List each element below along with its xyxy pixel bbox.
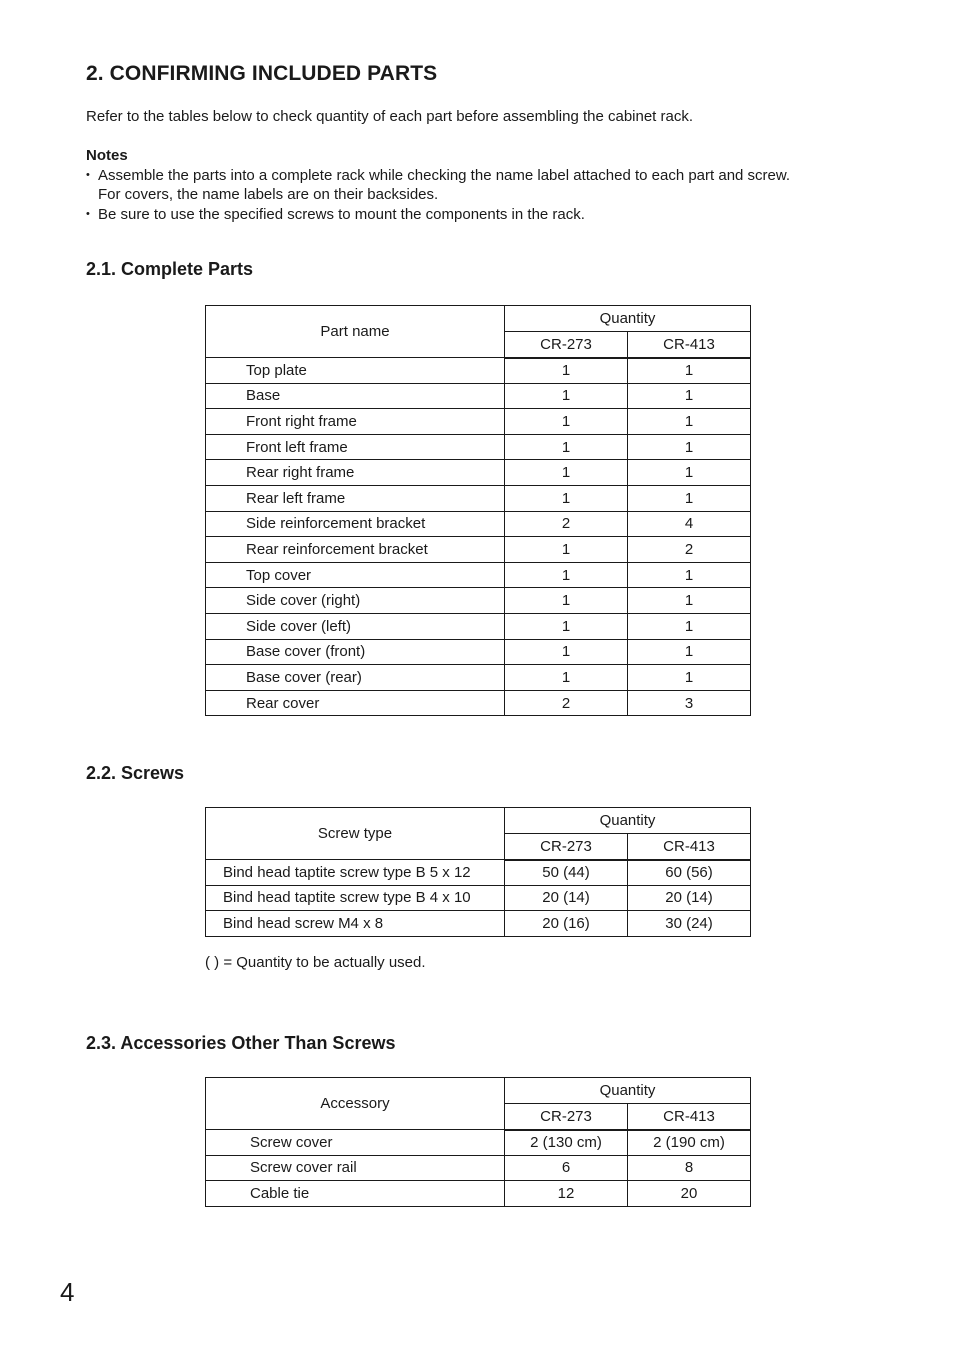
notes-list [86, 166, 886, 225]
col-header-cr-273: CR-273 [505, 1104, 628, 1130]
part-name-cell: Base cover (front) [206, 639, 505, 665]
qty-cr-273-cell: 2 [505, 511, 628, 537]
table-row [206, 690, 751, 716]
qty-cr-273-cell: 20 (14) [505, 885, 628, 911]
table-row [206, 613, 751, 639]
qty-cr-273-cell: 1 [505, 588, 628, 614]
part-name-cell: Rear reinforcement bracket [206, 537, 505, 563]
part-name-cell: Side reinforcement bracket [206, 511, 505, 537]
qty-cr-413-cell: 3 [628, 690, 751, 716]
qty-cr-273-cell: 2 (130 cm) [505, 1130, 628, 1156]
part-name-cell: Base [206, 383, 505, 409]
qty-cr-273-cell: 1 [505, 665, 628, 691]
col-header-cr-273: CR-273 [505, 834, 628, 860]
page-heading: 2. CONFIRMING INCLUDED PARTS [86, 62, 438, 85]
qty-cr-413-cell: 1 [628, 613, 751, 639]
part-name-cell: Front right frame [206, 409, 505, 435]
qty-cr-413-cell: 4 [628, 511, 751, 537]
qty-cr-413-cell: 1 [628, 358, 751, 384]
qty-cr-413-cell: 8 [628, 1155, 751, 1181]
table-row [206, 358, 751, 384]
col-header-quantity: Quantity [505, 306, 751, 332]
col-header-part-name: Part name [206, 306, 505, 358]
part-name-cell: Side cover (left) [206, 613, 505, 639]
qty-cr-413-cell: 1 [628, 460, 751, 486]
notes-title: Notes [86, 147, 128, 164]
screw-type-cell: Bind head taptite screw type B 5 x 12 [206, 860, 505, 886]
qty-cr-413-cell: 30 (24) [628, 911, 751, 937]
qty-cr-273-cell: 1 [505, 485, 628, 511]
qty-cr-413-cell: 1 [628, 434, 751, 460]
col-header-cr-413: CR-413 [628, 834, 751, 860]
table-row [206, 562, 751, 588]
qty-cr-413-cell: 1 [628, 665, 751, 691]
part-name-cell: Front left frame [206, 434, 505, 460]
qty-cr-273-cell: 1 [505, 383, 628, 409]
screws-table [205, 807, 751, 937]
section-title-screws: 2.2. Screws [86, 763, 185, 783]
table-row [206, 860, 751, 886]
part-name-cell: Rear right frame [206, 460, 505, 486]
table-row [206, 409, 751, 435]
qty-cr-273-cell: 1 [505, 460, 628, 486]
table-row [206, 588, 751, 614]
accessory-name-cell: Screw cover [206, 1130, 505, 1156]
qty-cr-273-cell: 1 [505, 434, 628, 460]
qty-cr-273-cell: 1 [505, 358, 628, 384]
screw-type-cell: Bind head screw M4 x 8 [206, 911, 505, 937]
qty-cr-273-cell: 1 [505, 537, 628, 563]
accessories-table [205, 1077, 751, 1207]
note-item [86, 166, 886, 205]
col-header-cr-413: CR-413 [628, 332, 751, 358]
qty-cr-413-cell: 1 [628, 562, 751, 588]
table-row [206, 434, 751, 460]
table-row [206, 537, 751, 563]
qty-cr-273-cell: 1 [505, 639, 628, 665]
qty-cr-273-cell: 20 (16) [505, 911, 628, 937]
part-name-cell: Side cover (right) [206, 588, 505, 614]
qty-cr-413-cell: 20 (14) [628, 885, 751, 911]
note-item [86, 205, 886, 225]
accessory-name-cell: Screw cover rail [206, 1155, 505, 1181]
qty-cr-273-cell: 12 [505, 1181, 628, 1207]
qty-cr-413-cell: 1 [628, 409, 751, 435]
table-row [206, 383, 751, 409]
table-row [206, 460, 751, 486]
table-row [206, 1181, 751, 1207]
part-name-cell: Top plate [206, 358, 505, 384]
section-title-complete-parts: 2.1. Complete Parts [86, 259, 254, 279]
qty-cr-413-cell: 60 (56) [628, 860, 751, 886]
part-name-cell: Top cover [206, 562, 505, 588]
table-row [206, 511, 751, 537]
col-header-accessory: Accessory [206, 1078, 505, 1130]
intro-text: Refer to the tables below to check quantity of each part before assembling the cabinet rack. [86, 108, 694, 125]
qty-cr-273-cell: 1 [505, 613, 628, 639]
screws-footnote: ( ) = Quantity to be actually used. [205, 954, 426, 971]
notes-block [86, 146, 886, 224]
qty-cr-273-cell: 2 [505, 690, 628, 716]
qty-cr-413-cell: 1 [628, 639, 751, 665]
qty-cr-413-cell: 1 [628, 383, 751, 409]
qty-cr-413-cell: 2 [628, 537, 751, 563]
accessory-name-cell: Cable tie [206, 1181, 505, 1207]
qty-cr-273-cell: 50 (44) [505, 860, 628, 886]
table-row [206, 911, 751, 937]
qty-cr-273-cell: 1 [505, 562, 628, 588]
qty-cr-273-cell: 1 [505, 409, 628, 435]
table-row [206, 485, 751, 511]
part-name-cell: Rear cover [206, 690, 505, 716]
screw-type-cell: Bind head taptite screw type B 4 x 10 [206, 885, 505, 911]
qty-cr-413-cell: 2 (190 cm) [628, 1130, 751, 1156]
col-header-screw-type: Screw type [206, 808, 505, 860]
part-name-cell: Rear left frame [206, 485, 505, 511]
qty-cr-413-cell: 1 [628, 588, 751, 614]
note-item-text: For covers, the name labels are on their backsides. [98, 186, 439, 203]
qty-cr-273-cell: 6 [505, 1155, 628, 1181]
qty-cr-413-cell: 1 [628, 485, 751, 511]
qty-cr-413-cell: 20 [628, 1181, 751, 1207]
note-item-text: Be sure to use the specified screws to mount the components in the rack. [98, 205, 585, 223]
table-row [206, 1155, 751, 1181]
note-item-text: Assemble the parts into a complete rack while checking the name label attached to each part and screw. [98, 166, 791, 184]
part-name-cell: Base cover (rear) [206, 665, 505, 691]
table-row [206, 1130, 751, 1156]
col-header-quantity: Quantity [505, 808, 751, 834]
table-row [206, 665, 751, 691]
page-number: 4 [60, 1277, 75, 1307]
col-header-quantity: Quantity [505, 1078, 751, 1104]
col-header-cr-413: CR-413 [628, 1104, 751, 1130]
table-row [206, 885, 751, 911]
complete-parts-table [205, 305, 751, 716]
col-header-cr-273: CR-273 [505, 332, 628, 358]
section-title-accessories: 2.3. Accessories Other Than Screws [86, 1033, 396, 1053]
table-row [206, 639, 751, 665]
